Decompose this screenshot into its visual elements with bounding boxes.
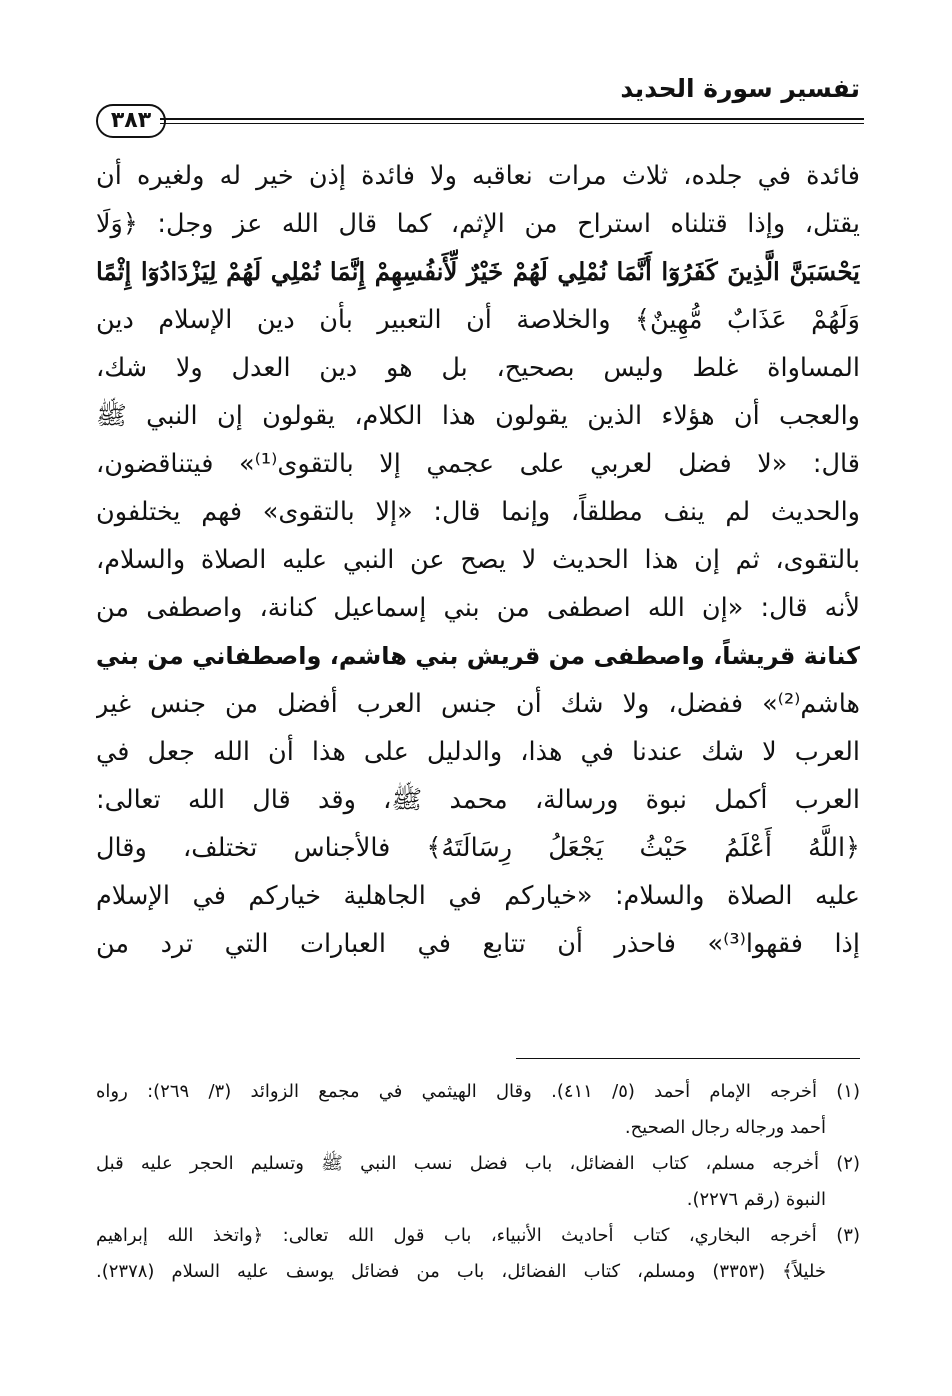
quran-verse-line: يَحْسَبَنَّ الَّذِينَ كَفَرُوٓا أَنَّمَا نُمْلِي لَهُمْ خَيْرٌ لِّأَنفُسِهِمْ إِنَّمَا نُمْلِي لَهُمْ لِيَزْدَادُوٓا إِثْمًا	[96, 257, 860, 286]
page-number: ٣٨٣	[96, 104, 166, 138]
text-line: العرب لا شك عندنا في هذا، والدليل على هذا أن الله جعل في	[96, 737, 860, 767]
text-line: عليه الصلاة والسلام: «خياركم في الجاهلية خياركم في الإسلام	[96, 881, 860, 911]
text-line: بالتقوى، ثم إن هذا الحديث لا يصح عن النبي عليه الصلاة والسلام،	[96, 545, 860, 575]
footnotes	[96, 1074, 860, 1290]
text-line: إذا فقهوا⁽³⁾» فاحذر أن تتابع في العبارات التي ترد من	[96, 929, 860, 959]
footnote-2	[96, 1146, 860, 1218]
footnote-line: (١) أخرجه الإمام أحمد (٥/ ٤١١). وقال الهيثمي في مجمع الزوائد (٣/ ٢٦٩): رواه	[96, 1081, 860, 1102]
header-rule	[160, 118, 864, 120]
text-line: العرب أكمل نبوة ورسالة، محمد ﷺ، وقد قال الله تعالى:	[96, 785, 860, 815]
main-text	[96, 152, 860, 968]
footnote-line: أحمد ورجاله رجال الصحيح.	[624, 1117, 826, 1138]
footnote-separator	[516, 1058, 860, 1059]
running-header-title: تفسير سورة الحديد	[620, 74, 860, 103]
text-line: لأنه قال: «إن الله اصطفى من بني إسماعيل كنانة، واصطفى من	[96, 593, 860, 623]
header-rule-thin	[160, 123, 864, 124]
hadith-line: كنانة قريشاً، واصطفى من قريش بني هاشم، واصطفاني من بني	[96, 642, 860, 670]
text-line: قال: «لا فضل لعربي على عجمي إلا بالتقوى⁽¹⁾» فيتناقضون،	[96, 449, 860, 479]
footnote-line: خليلاً﴾ (٣٣٥٣) ومسلم، كتاب الفضائل، باب من فضائل يوسف عليه السلام (٢٣٧٨).	[96, 1261, 826, 1282]
footnote-line: (٣) أخرجه البخاري، كتاب أحاديث الأنبياء، باب قول الله تعالى: ﴿واتخذ الله إبراهيم	[96, 1225, 860, 1246]
text-line: يقتل، وإذا قتلناه استراح من الإثم، كما قال الله عز وجل: ﴿وَلَا	[96, 209, 860, 239]
text-line: والحديث لم ينف مطلقاً، وإنما قال: «إلا بالتقوى» فهم يختلفون	[96, 497, 860, 527]
footnote-3	[96, 1218, 860, 1290]
text-line: فائدة في جلده، ثلاث مرات نعاقبه ولا فائدة إذن خير له ولغيره أن	[96, 161, 860, 191]
footnote-1	[96, 1074, 860, 1146]
text-line: وَلَهُمْ عَذَابٌ مُّهِينٌ﴾ والخلاصة أن التعبير بأن دين الإسلام دين	[96, 305, 860, 335]
footnote-line: (٢) أخرجه مسلم، كتاب الفضائل، باب فضل نسب النبي ﷺ وتسليم الحجر عليه قبل	[96, 1153, 860, 1174]
footnote-line: النبوة (رقم ٢٢٧٦).	[686, 1189, 826, 1210]
text-line: المساواة غلط وليس بصحيح، بل هو دين العدل ولا شك،	[96, 353, 860, 383]
text-line: ﴿اللَّهُ أَعْلَمُ حَيْثُ يَجْعَلُ رِسَالَتَهُ﴾ فالأجناس تختلف، وقال	[96, 833, 860, 863]
text-line: هاشم⁽²⁾» ففضل، ولا شك أن جنس العرب أفضل من جنس غير	[96, 689, 860, 719]
text-line: والعجب أن هؤلاء الذين يقولون هذا الكلام، يقولون إن النبي ﷺ	[96, 401, 860, 431]
